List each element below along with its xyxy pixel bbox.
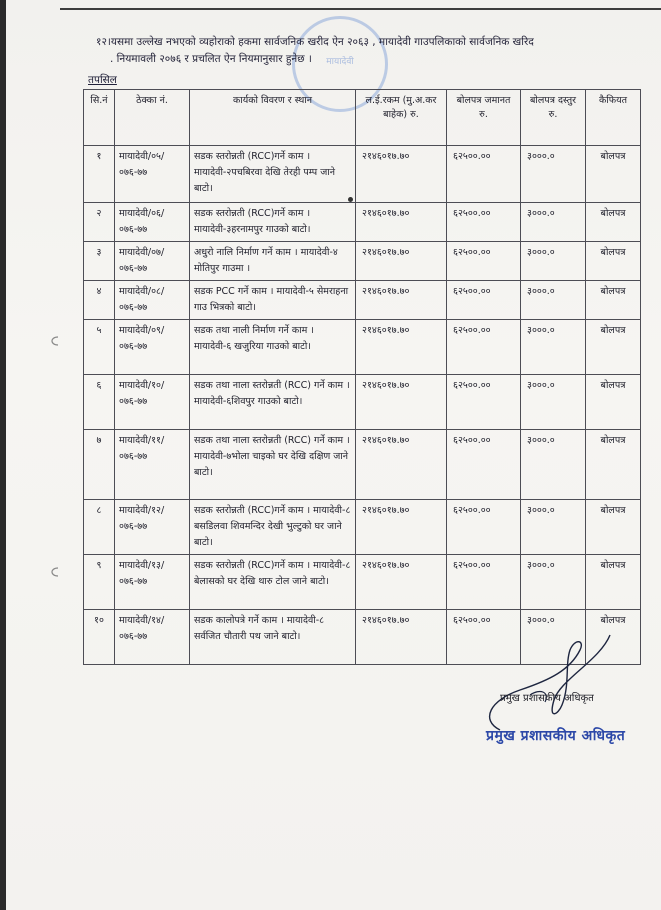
header-bid-security: बोलपत्र जमानत रु. bbox=[447, 90, 521, 146]
cell-bid-fee: ३०००.० bbox=[521, 146, 586, 203]
cell-bid-security: ६२५००.०० bbox=[447, 430, 521, 500]
cell-estimate: २१४६०१७.७० bbox=[356, 375, 447, 430]
cell-bid-security: ६२५००.०० bbox=[447, 320, 521, 375]
cell-estimate: २१४६०१७.७० bbox=[356, 430, 447, 500]
cell-contract: मायादेवी/०५/ ०७६-७७ bbox=[115, 146, 190, 203]
intro-paragraph bbox=[96, 34, 636, 68]
cell-contract: मायादेवी/१०/ ०७६-७७ bbox=[115, 375, 190, 430]
cell-remarks: बोलपत्र bbox=[586, 430, 641, 500]
ink-dot bbox=[348, 197, 353, 202]
table-row bbox=[84, 146, 641, 203]
cell-bid-security: ६२५००.०० bbox=[447, 610, 521, 665]
details-label: तपसिल bbox=[88, 74, 117, 86]
scan-edge bbox=[0, 0, 6, 910]
cell-sn: ८ bbox=[84, 500, 115, 555]
cell-estimate: २१४६०१७.७० bbox=[356, 242, 447, 281]
cell-estimate: २१४६०१७.७० bbox=[356, 320, 447, 375]
cell-contract: मायादेवी/०८/ ०७६-७७ bbox=[115, 281, 190, 320]
cell-bid-security: ६२५००.०० bbox=[447, 375, 521, 430]
cell-bid-fee: ३०००.० bbox=[521, 281, 586, 320]
top-rule bbox=[60, 8, 661, 10]
cell-contract: मायादेवी/०६/ ०७६-७७ bbox=[115, 203, 190, 242]
cell-description: सडक स्तरोन्नती (RCC)गर्ने काम । मायादेवी-३हरनामपुर गाउको बाटो। bbox=[190, 203, 356, 242]
cell-sn: ३ bbox=[84, 242, 115, 281]
cell-remarks: बोलपत्र bbox=[586, 500, 641, 555]
header-remarks: कैफियत bbox=[586, 90, 641, 146]
table-row bbox=[84, 281, 641, 320]
header-estimate: ल.ई.रकम (मु.अ.कर बाहेक) रु. bbox=[356, 90, 447, 146]
cell-bid-fee: ३०००.० bbox=[521, 320, 586, 375]
cell-sn: ५ bbox=[84, 320, 115, 375]
cell-estimate: २१४६०१७.७० bbox=[356, 555, 447, 610]
cell-remarks: बोलपत्र bbox=[586, 375, 641, 430]
cell-contract: मायादेवी/१२/ ०७६-७७ bbox=[115, 500, 190, 555]
cell-sn: ६ bbox=[84, 375, 115, 430]
intro-line-2: . नियमावली २०७६ र प्रचलित ऐन नियमानुसार हुनेछ । bbox=[110, 53, 312, 65]
intro-line-1: १२।यसमा उल्लेख नभएको व्यहोराको हकमा सार्वजनिक खरीद ऐन २०६३ , मायादेवी गाउपलिकाको सार्वजनिक खरिद bbox=[96, 36, 534, 48]
cell-description: सडक तथा नाली निर्माण गर्ने काम । मायादेवी-६ खजुरिया गाउको बाटो। bbox=[190, 320, 356, 375]
cell-description: सडक PCC गर्ने काम । मायादेवी-५ सेमराहना गाउ भित्रको बाटो। bbox=[190, 281, 356, 320]
table-row bbox=[84, 375, 641, 430]
cell-bid-security: ६२५००.०० bbox=[447, 146, 521, 203]
cell-description: सडक स्तरोन्नती (RCC)गर्ने काम । मायादेवी-८ बेलासको घर देखि थारु टोल जाने बाटो। bbox=[190, 555, 356, 610]
cell-sn: १० bbox=[84, 610, 115, 665]
hole-punch-mark bbox=[48, 566, 60, 578]
cell-description: सडक तथा नाला स्तरोन्नती (RCC) गर्ने काम । मायादेवी-६शिवपुर गाउको बाटो। bbox=[190, 375, 356, 430]
table-row bbox=[84, 500, 641, 555]
table-row bbox=[84, 203, 641, 242]
cell-estimate: २१४६०१७.७० bbox=[356, 281, 447, 320]
cell-bid-security: ६२५००.०० bbox=[447, 203, 521, 242]
cell-contract: मायादेवी/१४/ ०७६-७७ bbox=[115, 610, 190, 665]
table-row bbox=[84, 430, 641, 500]
cell-remarks: बोलपत्र bbox=[586, 242, 641, 281]
cell-sn: १ bbox=[84, 146, 115, 203]
cell-sn: ९ bbox=[84, 555, 115, 610]
cell-bid-security: ६२५००.०० bbox=[447, 281, 521, 320]
cell-remarks: बोलपत्र bbox=[586, 281, 641, 320]
hole-punch-mark bbox=[48, 335, 60, 347]
signatory-title: प्रमुख प्रशासकीय अधिकृत bbox=[500, 693, 594, 704]
table-row bbox=[84, 242, 641, 281]
cell-description: सडक स्तरोन्नती (RCC)गर्ने काम । मायादेवी-८ बसडिलवा शिवमन्दिर देखी भुल्टुको घर जाने बाटो। bbox=[190, 500, 356, 555]
cell-estimate: २१४६०१७.७० bbox=[356, 146, 447, 203]
cell-bid-fee: ३०००.० bbox=[521, 555, 586, 610]
cell-estimate: २१४६०१७.७० bbox=[356, 203, 447, 242]
cell-sn: ७ bbox=[84, 430, 115, 500]
table-header-row bbox=[84, 90, 641, 146]
cell-contract: मायादेवी/०७/ ०७६-७७ bbox=[115, 242, 190, 281]
cell-sn: २ bbox=[84, 203, 115, 242]
cell-remarks: बोलपत्र bbox=[586, 203, 641, 242]
header-contract: ठेक्का नं. bbox=[115, 90, 190, 146]
cell-description: सडक कालोपत्रे गर्ने काम । मायादेवी-८ सर्वजित चौतारी पथ जाने बाटो। bbox=[190, 610, 356, 665]
header-description: कार्यको विवरण र स्थान bbox=[190, 90, 356, 146]
cell-estimate: २१४६०१७.७० bbox=[356, 610, 447, 665]
cell-remarks: बोलपत्र bbox=[586, 610, 641, 665]
seal-text: मायादेवी bbox=[326, 57, 354, 67]
cell-bid-fee: ३०००.० bbox=[521, 430, 586, 500]
cell-bid-fee: ३०००.० bbox=[521, 610, 586, 665]
cell-remarks: बोलपत्र bbox=[586, 146, 641, 203]
cell-bid-fee: ३०००.० bbox=[521, 203, 586, 242]
cell-sn: ४ bbox=[84, 281, 115, 320]
cell-bid-security: ६२५००.०० bbox=[447, 242, 521, 281]
cell-remarks: बोलपत्र bbox=[586, 555, 641, 610]
cell-remarks: बोलपत्र bbox=[586, 320, 641, 375]
cell-bid-fee: ३०००.० bbox=[521, 500, 586, 555]
table-row bbox=[84, 555, 641, 610]
signatory-stamp: प्रमुख प्रशासकीय अधिकृत bbox=[486, 728, 626, 744]
cell-description: अधुरो नालि निर्माण गर्ने काम । मायादेवी-४ मोतिपुर गाउमा । bbox=[190, 242, 356, 281]
cell-bid-fee: ३०००.० bbox=[521, 375, 586, 430]
table-row bbox=[84, 320, 641, 375]
cell-contract: मायादेवी/११/ ०७६-७७ bbox=[115, 430, 190, 500]
tender-table bbox=[83, 89, 641, 665]
cell-contract: मायादेवी/०९/ ०७६-७७ bbox=[115, 320, 190, 375]
header-sn: सि.नं bbox=[84, 90, 115, 146]
cell-description: सडक स्तरोन्नती (RCC)गर्ने काम । मायादेवी-२पचबिरवा देखि तेरही पम्प जाने बाटो। bbox=[190, 146, 356, 203]
cell-contract: मायादेवी/१३/ ०७६-७७ bbox=[115, 555, 190, 610]
cell-description: सडक तथा नाला स्तरोन्नती (RCC) गर्ने काम । मायादेवी-७भोला चाइको घर देखि दक्षिण जाने बाटो। bbox=[190, 430, 356, 500]
cell-estimate: २१४६०१७.७० bbox=[356, 500, 447, 555]
header-bid-fee: बोलपत्र दस्तुर रु. bbox=[521, 90, 586, 146]
cell-bid-fee: ३०००.० bbox=[521, 242, 586, 281]
signature-scribble bbox=[470, 630, 620, 740]
cell-bid-security: ६२५००.०० bbox=[447, 500, 521, 555]
cell-bid-security: ६२५००.०० bbox=[447, 555, 521, 610]
